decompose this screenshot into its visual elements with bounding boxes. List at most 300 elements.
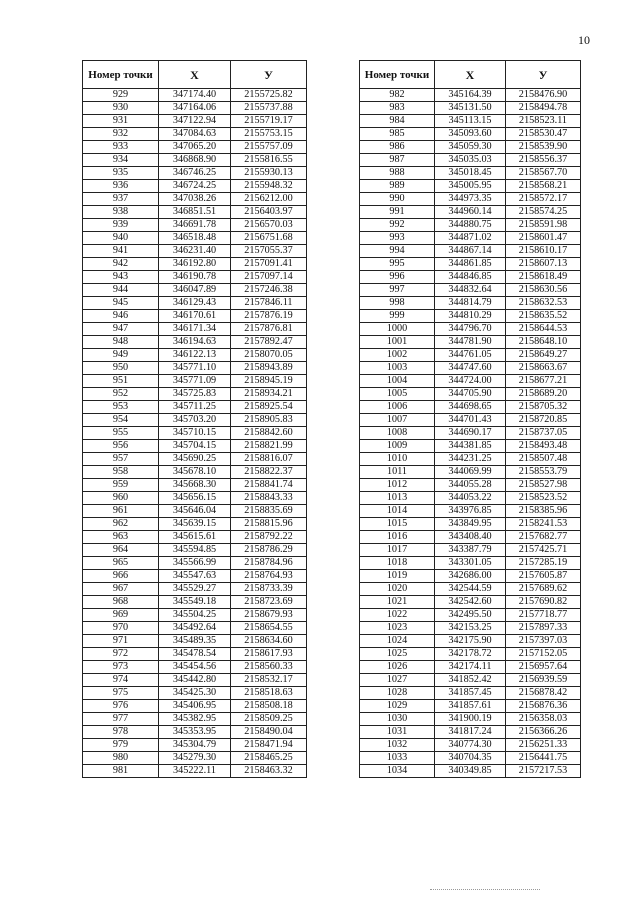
cell-point-number: 982: [360, 89, 435, 102]
table-row: [83, 687, 307, 700]
table-row: [83, 414, 307, 427]
cell-point-number: 978: [83, 726, 159, 739]
cell-x: 345131.50: [435, 102, 506, 115]
cell-y: 2156878.42: [506, 687, 581, 700]
cell-point-number: 984: [360, 115, 435, 128]
table-row: [360, 401, 581, 414]
table-row: [360, 388, 581, 401]
cell-x: 344796.70: [435, 323, 506, 336]
cell-point-number: 1003: [360, 362, 435, 375]
cell-y: 2158567.70: [506, 167, 581, 180]
cell-y: 2156358.03: [506, 713, 581, 726]
cell-x: 345678.10: [159, 466, 231, 479]
cell-point-number: 1027: [360, 674, 435, 687]
cell-y: 2158610.17: [506, 245, 581, 258]
cell-point-number: 1020: [360, 583, 435, 596]
cell-y: 2158634.60: [231, 635, 307, 648]
header-point-number: Номер точки: [360, 61, 435, 89]
cell-y: 2158553.79: [506, 466, 581, 479]
cell-point-number: 969: [83, 609, 159, 622]
table-row: [83, 544, 307, 557]
table-row: [360, 128, 581, 141]
cell-y: 2157217.53: [506, 765, 581, 778]
table-row: [83, 336, 307, 349]
table-row: [360, 375, 581, 388]
cell-x: 345222.11: [159, 765, 231, 778]
table-row: [83, 193, 307, 206]
cell-point-number: 939: [83, 219, 159, 232]
cell-y: 2157846.11: [231, 297, 307, 310]
cell-x: 340774.30: [435, 739, 506, 752]
cell-x: 345656.15: [159, 492, 231, 505]
table-row: [360, 141, 581, 154]
cell-x: 345489.35: [159, 635, 231, 648]
cell-y: 2157876.19: [231, 310, 307, 323]
cell-x: 345594.85: [159, 544, 231, 557]
table-row: [83, 635, 307, 648]
cell-y: 2156570.03: [231, 219, 307, 232]
header-x: X: [435, 61, 506, 89]
cell-x: 346194.63: [159, 336, 231, 349]
cell-x: 344381.85: [435, 440, 506, 453]
cell-y: 2156366.26: [506, 726, 581, 739]
cell-point-number: 947: [83, 323, 159, 336]
cell-x: 344747.60: [435, 362, 506, 375]
cell-y: 2157097.14: [231, 271, 307, 284]
cell-point-number: 990: [360, 193, 435, 206]
cell-y: 2158617.93: [231, 648, 307, 661]
cell-y: 2157091.41: [231, 258, 307, 271]
cell-point-number: 1014: [360, 505, 435, 518]
cell-x: 345566.99: [159, 557, 231, 570]
cell-x: 345059.30: [435, 141, 506, 154]
cell-y: 2158539.90: [506, 141, 581, 154]
cell-x: 345771.09: [159, 375, 231, 388]
cell-x: 343849.95: [435, 518, 506, 531]
cell-x: 345710.15: [159, 427, 231, 440]
cell-point-number: 960: [83, 492, 159, 505]
cell-y: 2158835.69: [231, 505, 307, 518]
page-number: 10: [578, 33, 590, 47]
table-row: [83, 648, 307, 661]
table-row: [360, 635, 581, 648]
table-row: [83, 765, 307, 778]
cell-point-number: 935: [83, 167, 159, 180]
cell-point-number: 1017: [360, 544, 435, 557]
cell-x: 344069.99: [435, 466, 506, 479]
cell-y: 2158663.67: [506, 362, 581, 375]
table-row: [83, 388, 307, 401]
table-row: [360, 89, 581, 102]
cell-point-number: 1016: [360, 531, 435, 544]
cell-x: 347038.26: [159, 193, 231, 206]
cell-y: 2155930.13: [231, 167, 307, 180]
cell-point-number: 946: [83, 310, 159, 323]
cell-x: 344861.85: [435, 258, 506, 271]
cell-x: 343301.05: [435, 557, 506, 570]
cell-point-number: 980: [83, 752, 159, 765]
cell-x: 342178.72: [435, 648, 506, 661]
cell-point-number: 973: [83, 661, 159, 674]
cell-point-number: 943: [83, 271, 159, 284]
table-row: [360, 193, 581, 206]
cell-point-number: 1031: [360, 726, 435, 739]
cell-y: 2158493.48: [506, 440, 581, 453]
cell-x: 345304.79: [159, 739, 231, 752]
cell-y: 2158733.39: [231, 583, 307, 596]
cell-x: 345018.45: [435, 167, 506, 180]
table-row: [360, 661, 581, 674]
cell-point-number: 953: [83, 401, 159, 414]
cell-y: 2158523.11: [506, 115, 581, 128]
cell-point-number: 936: [83, 180, 159, 193]
cell-x: 340349.85: [435, 765, 506, 778]
cell-x: 344724.00: [435, 375, 506, 388]
cell-y: 2158841.74: [231, 479, 307, 492]
table-row: [83, 583, 307, 596]
cell-x: 346231.40: [159, 245, 231, 258]
cell-y: 2158689.20: [506, 388, 581, 401]
cell-y: 2158630.56: [506, 284, 581, 297]
table-row: [360, 531, 581, 544]
cell-x: 344814.79: [435, 297, 506, 310]
cell-x: 344781.90: [435, 336, 506, 349]
table-row: [360, 310, 581, 323]
cell-y: 2158723.69: [231, 596, 307, 609]
cell-x: 346746.25: [159, 167, 231, 180]
table-row: [83, 479, 307, 492]
cell-y: 2157425.71: [506, 544, 581, 557]
table-row: [83, 154, 307, 167]
cell-point-number: 977: [83, 713, 159, 726]
cell-y: 2158764.93: [231, 570, 307, 583]
cell-point-number: 1033: [360, 752, 435, 765]
cell-x: 345442.80: [159, 674, 231, 687]
cell-point-number: 1010: [360, 453, 435, 466]
table-row: [360, 518, 581, 531]
cell-point-number: 930: [83, 102, 159, 115]
cell-x: 344810.29: [435, 310, 506, 323]
table-row: [360, 349, 581, 362]
cell-point-number: 983: [360, 102, 435, 115]
cell-point-number: 998: [360, 297, 435, 310]
cell-y: 2156939.59: [506, 674, 581, 687]
table-row: [83, 752, 307, 765]
cell-point-number: 1001: [360, 336, 435, 349]
table-row: [83, 245, 307, 258]
cell-x: 344698.65: [435, 401, 506, 414]
cell-x: 342175.90: [435, 635, 506, 648]
cell-point-number: 1019: [360, 570, 435, 583]
table-row: [360, 570, 581, 583]
cell-x: 344055.28: [435, 479, 506, 492]
table-row: [360, 674, 581, 687]
table-row: [360, 115, 581, 128]
cell-point-number: 967: [83, 583, 159, 596]
table-row: [360, 752, 581, 765]
cell-point-number: 956: [83, 440, 159, 453]
coordinates-table-right: [359, 60, 581, 778]
table-row: [83, 362, 307, 375]
cell-x: 346724.25: [159, 180, 231, 193]
cell-y: 2157689.62: [506, 583, 581, 596]
cell-point-number: 1025: [360, 648, 435, 661]
cell-point-number: 1015: [360, 518, 435, 531]
cell-point-number: 1029: [360, 700, 435, 713]
cell-point-number: 1022: [360, 609, 435, 622]
cell-y: 2158465.25: [231, 752, 307, 765]
cell-y: 2156441.75: [506, 752, 581, 765]
cell-x: 344846.85: [435, 271, 506, 284]
cell-point-number: 938: [83, 206, 159, 219]
table-row: [83, 297, 307, 310]
cell-point-number: 948: [83, 336, 159, 349]
cell-y: 2158070.05: [231, 349, 307, 362]
cell-point-number: 1032: [360, 739, 435, 752]
cell-x: 347084.63: [159, 128, 231, 141]
cell-point-number: 972: [83, 648, 159, 661]
cell-x: 345690.25: [159, 453, 231, 466]
cell-y: 2158784.96: [231, 557, 307, 570]
cell-y: 2155737.88: [231, 102, 307, 115]
cell-y: 2158523.52: [506, 492, 581, 505]
cell-point-number: 1028: [360, 687, 435, 700]
cell-y: 2158508.18: [231, 700, 307, 713]
table-row: [360, 700, 581, 713]
cell-x: 344871.02: [435, 232, 506, 245]
table-row: [360, 453, 581, 466]
cell-point-number: 1013: [360, 492, 435, 505]
table-row: [83, 492, 307, 505]
table-row: [83, 700, 307, 713]
cell-x: 345406.95: [159, 700, 231, 713]
cell-x: 345113.15: [435, 115, 506, 128]
table-row: [83, 596, 307, 609]
table-row: [360, 583, 581, 596]
table-row: [360, 544, 581, 557]
cell-point-number: 988: [360, 167, 435, 180]
table-row: [83, 219, 307, 232]
cell-y: 2158618.49: [506, 271, 581, 284]
cell-point-number: 957: [83, 453, 159, 466]
cell-point-number: 1007: [360, 414, 435, 427]
cell-x: 342686.00: [435, 570, 506, 583]
cell-point-number: 1026: [360, 661, 435, 674]
cell-y: 2157285.19: [506, 557, 581, 570]
table-row: [360, 284, 581, 297]
cell-y: 2158385.96: [506, 505, 581, 518]
table-row: [360, 271, 581, 284]
cell-point-number: 999: [360, 310, 435, 323]
cell-x: 346851.51: [159, 206, 231, 219]
cell-x: 346170.61: [159, 310, 231, 323]
cell-y: 2158601.47: [506, 232, 581, 245]
header-y: У: [506, 61, 581, 89]
cell-x: 345704.15: [159, 440, 231, 453]
cell-point-number: 965: [83, 557, 159, 570]
table-row: [83, 739, 307, 752]
cell-x: 346190.78: [159, 271, 231, 284]
cell-y: 2158720.85: [506, 414, 581, 427]
cell-x: 346129.43: [159, 297, 231, 310]
table-row: [83, 141, 307, 154]
cell-y: 2158532.17: [231, 674, 307, 687]
table-row: [83, 531, 307, 544]
table-row: [83, 89, 307, 102]
table-row: [83, 622, 307, 635]
cell-y: 2158792.22: [231, 531, 307, 544]
cell-x: 341900.19: [435, 713, 506, 726]
cell-point-number: 962: [83, 518, 159, 531]
table-row: [83, 258, 307, 271]
cell-point-number: 1018: [360, 557, 435, 570]
cell-y: 2156751.68: [231, 232, 307, 245]
cell-x: 343408.40: [435, 531, 506, 544]
cell-x: 346868.90: [159, 154, 231, 167]
table-header-row: [83, 61, 307, 89]
table-row: [360, 687, 581, 700]
cell-y: 2158842.60: [231, 427, 307, 440]
cell-x: 345529.27: [159, 583, 231, 596]
cell-x: 342495.50: [435, 609, 506, 622]
cell-x: 345005.95: [435, 180, 506, 193]
cell-y: 2155948.32: [231, 180, 307, 193]
cell-y: 2156876.36: [506, 700, 581, 713]
cell-x: 341857.45: [435, 687, 506, 700]
cell-y: 2158934.21: [231, 388, 307, 401]
cell-point-number: 929: [83, 89, 159, 102]
cell-y: 2158518.63: [231, 687, 307, 700]
cell-x: 345093.60: [435, 128, 506, 141]
cell-y: 2156212.00: [231, 193, 307, 206]
table-row: [360, 726, 581, 739]
cell-x: 345478.54: [159, 648, 231, 661]
cell-y: 2156957.64: [506, 661, 581, 674]
cell-point-number: 985: [360, 128, 435, 141]
cell-point-number: 959: [83, 479, 159, 492]
cell-y: 2158816.07: [231, 453, 307, 466]
table-row: [83, 310, 307, 323]
cell-x: 342542.60: [435, 596, 506, 609]
table-row: [360, 479, 581, 492]
cell-point-number: 1030: [360, 713, 435, 726]
cell-point-number: 1008: [360, 427, 435, 440]
cell-x: 345279.30: [159, 752, 231, 765]
cell-y: 2157897.33: [506, 622, 581, 635]
cell-y: 2158705.32: [506, 401, 581, 414]
cell-point-number: 931: [83, 115, 159, 128]
cell-y: 2157876.81: [231, 323, 307, 336]
cell-point-number: 997: [360, 284, 435, 297]
table-row: [360, 739, 581, 752]
table-row: [83, 167, 307, 180]
cell-x: 346171.34: [159, 323, 231, 336]
table-row: [360, 414, 581, 427]
cell-point-number: 964: [83, 544, 159, 557]
cell-y: 2158530.47: [506, 128, 581, 141]
cell-point-number: 941: [83, 245, 159, 258]
cell-x: 345425.30: [159, 687, 231, 700]
cell-y: 2158677.21: [506, 375, 581, 388]
cell-x: 345646.04: [159, 505, 231, 518]
cell-point-number: 1023: [360, 622, 435, 635]
cell-y: 2158649.27: [506, 349, 581, 362]
cell-x: 345725.83: [159, 388, 231, 401]
cell-point-number: 949: [83, 349, 159, 362]
cell-x: 345353.95: [159, 726, 231, 739]
table-row: [360, 245, 581, 258]
table-row: [83, 505, 307, 518]
cell-x: 341852.42: [435, 674, 506, 687]
cell-x: 344705.90: [435, 388, 506, 401]
cell-x: 346518.48: [159, 232, 231, 245]
table-row: [83, 206, 307, 219]
cell-y: 2157605.87: [506, 570, 581, 583]
table-row: [83, 713, 307, 726]
cell-y: 2158607.13: [506, 258, 581, 271]
cell-x: 347174.40: [159, 89, 231, 102]
cell-y: 2155719.17: [231, 115, 307, 128]
cell-x: 346691.78: [159, 219, 231, 232]
cell-y: 2155816.55: [231, 154, 307, 167]
cell-point-number: 937: [83, 193, 159, 206]
cell-x: 345639.15: [159, 518, 231, 531]
table-row: [360, 336, 581, 349]
cell-x: 345703.20: [159, 414, 231, 427]
cell-y: 2158905.83: [231, 414, 307, 427]
cell-x: 341817.24: [435, 726, 506, 739]
cell-x: 345711.25: [159, 401, 231, 414]
table-row: [360, 609, 581, 622]
table-row: [360, 154, 581, 167]
cell-y: 2158632.53: [506, 297, 581, 310]
cell-point-number: 979: [83, 739, 159, 752]
table-row: [83, 232, 307, 245]
cell-point-number: 1009: [360, 440, 435, 453]
table-row: [360, 180, 581, 193]
cell-y: 2158509.25: [231, 713, 307, 726]
table-row: [360, 323, 581, 336]
cell-point-number: 971: [83, 635, 159, 648]
cell-y: 2158476.90: [506, 89, 581, 102]
cell-y: 2158494.78: [506, 102, 581, 115]
cell-point-number: 1000: [360, 323, 435, 336]
cell-point-number: 995: [360, 258, 435, 271]
cell-x: 345615.61: [159, 531, 231, 544]
table-row: [83, 284, 307, 297]
cell-x: 344690.17: [435, 427, 506, 440]
cell-x: 344701.43: [435, 414, 506, 427]
cell-y: 2157152.05: [506, 648, 581, 661]
coordinates-table-left: [82, 60, 307, 778]
cell-y: 2156403.97: [231, 206, 307, 219]
cell-x: 345035.03: [435, 154, 506, 167]
cell-y: 2157892.47: [231, 336, 307, 349]
cell-x: 345164.39: [435, 89, 506, 102]
table-row: [83, 271, 307, 284]
cell-point-number: 952: [83, 388, 159, 401]
table-row: [360, 765, 581, 778]
table-body-right: [360, 89, 581, 778]
table-row: [360, 596, 581, 609]
cell-y: 2158556.37: [506, 154, 581, 167]
cell-point-number: 996: [360, 271, 435, 284]
cell-y: 2157055.37: [231, 245, 307, 258]
cell-x: 342174.11: [435, 661, 506, 674]
table-row: [360, 622, 581, 635]
table-row: [83, 726, 307, 739]
cell-y: 2157690.82: [506, 596, 581, 609]
